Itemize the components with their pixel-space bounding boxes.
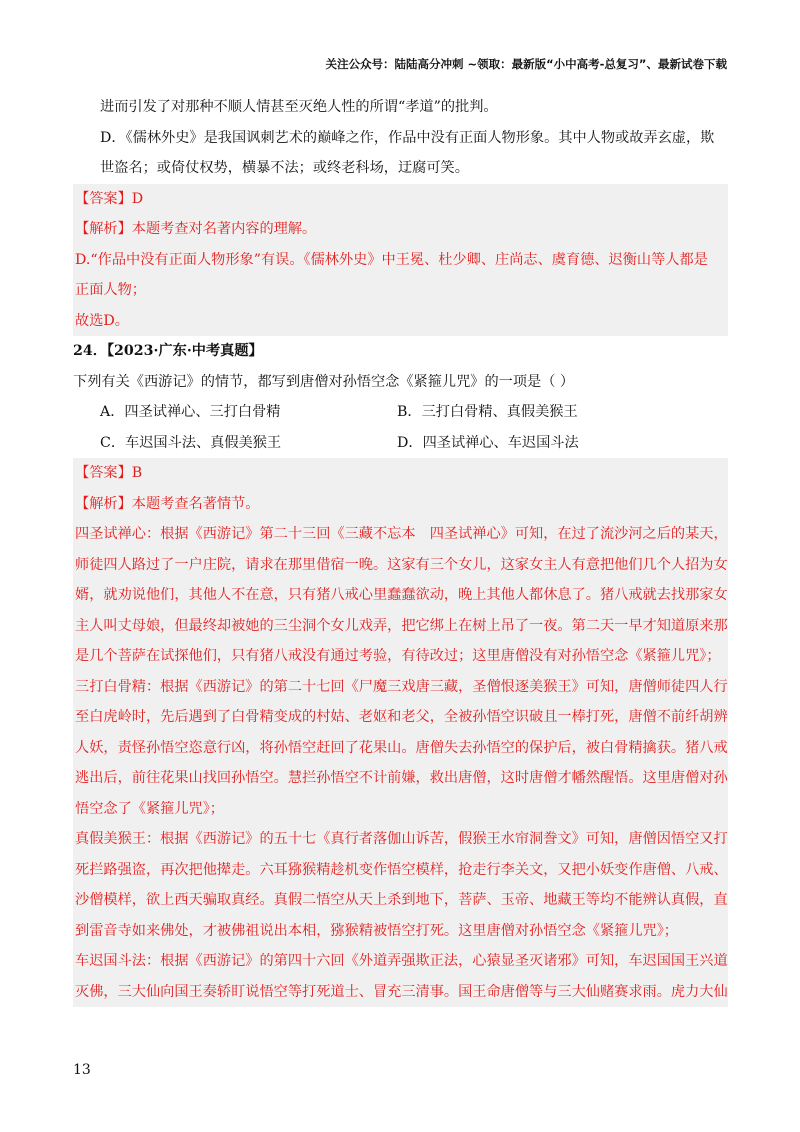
analysis-text: 师徒四人路过了一户庄院，请求在那里借宿一晚。这家有三个女儿，这家女主人有意把他们几个人招为女 [75, 556, 728, 573]
option-c-continuation: 进而引发了对那种不顺人情甚至灭绝人性的所谓“孝道”的批判。 [100, 99, 498, 115]
answer-line [75, 458, 728, 489]
option-a: A．四圣试禅心、三打白骨精 [100, 404, 281, 420]
analysis-text: 灭佛，三大仙向国王奏轿盯说悟空等打死道士、冒充三清事。国王命唐僧等与三大仙赌赛求雨。虎力大仙 [75, 983, 728, 1000]
question-number: 24． [73, 343, 107, 359]
answer-tag: 【答案】 [75, 465, 132, 481]
page-header: 关注公众号：陆陆高分冲刺 ~领取：最新版“小中高考-总复习”、最新试卷下载 [325, 57, 727, 71]
analysis-line [75, 489, 728, 520]
analysis-text: 四圣试禅心：根据《西游记》第二十三回《三藏不忘本 四圣试禅心》可知，在过了流沙河之后的某天， [75, 526, 728, 542]
analysis-text: 主人叫丈母娘，但最终却被她的三尘洞个女儿戏弄，把它绑上在树上吊了一夜。第二天一早才知道原来那 [75, 617, 728, 634]
analysis-text: D.“作品中没有正面人物形象”有误。《儒林外史》中王冕、杜少卿、庄尚志、虞育德、迟衡山等人都是 [75, 251, 708, 268]
q24-answer-block [73, 458, 728, 1007]
analysis-text: 至白虎岭时，先后遇到了白骨精变成的村姑、老妪和老父，全被孙悟空识破且一棒打死，唐僧不前纤胡辨 [75, 709, 728, 725]
option-d-line-1: D．《儒林外史》是我国讽刺艺术的巅峰之作，作品中没有正面人物形象。其中人物或故弄玄虚，欺 [100, 129, 715, 146]
q24-title [73, 336, 728, 367]
option-b: B．三打白骨精、真假美猴王 [397, 404, 578, 420]
page-content [73, 92, 728, 1007]
analysis-tag: 【解析】 [75, 221, 132, 237]
options-row-1 [73, 397, 728, 428]
option-d: D．四圣试禅心、车迟国斗法 [397, 434, 579, 451]
analysis-text: 悟空念了《紧箍儿咒》； [75, 800, 224, 817]
analysis-text: 人妖，责怪孙悟空恣意行凶，将孙悟空赶回了花果山。唐僧失去孙悟空的保护后，被白骨精擒获。猪八戒 [75, 739, 728, 756]
analysis-text: 死拦路强盗，再次把他撵走。六耳猕猴精趁机变作悟空模样，抢走行李关文，又把小妖变作唐僧、八戒、 [75, 861, 728, 878]
answer-value: B [131, 465, 143, 481]
question-stem: 下列有关《西游记》的情节，都写到唐僧对孙悟空念《紧箍儿咒》的一项是（ ） [73, 373, 575, 390]
analysis-text: 三打白骨精：根据《西游记》的第二十七回《尸魔三戏唐三藏，圣僧恨逐美猴王》可知，唐僧师徒四人行 [75, 678, 728, 695]
analysis-text: 婿，就劝说他们，其他人不在意，只有猪八戒心里蠢蠢欲动，晚上其他人都休息了。猪八戒就去找那家女 [75, 587, 728, 603]
analysis-line [75, 214, 728, 245]
analysis-tag: 【解析】 [75, 495, 132, 512]
question-source: 【2023·广东·中考真题】 [106, 343, 263, 359]
analysis-text: 正面人物； [75, 282, 146, 298]
analysis-intro: 本题考查对名著内容的理解。 [131, 221, 317, 237]
analysis-text: 车迟国斗法：根据《西游记》的第四十六回《外道弄强欺正法，心猿显圣灭诸邪》可知，车迟国国王兴道 [75, 953, 728, 969]
analysis-text: 故选D。 [75, 312, 129, 329]
answer-value: D [131, 190, 144, 207]
analysis-text: 沙僧模样，欲上西天骗取真经。真假二悟空从天上杀到地下，菩萨、玉帝、地藏王等均不能辨认真假，直 [75, 892, 728, 908]
q23-answer-block [73, 184, 728, 337]
options-row-2 [73, 428, 728, 459]
answer-tag: 【答案】 [75, 190, 132, 207]
analysis-intro: 本题考查名著情节。 [131, 495, 260, 512]
analysis-text: 逃出后，前往花果山找回孙悟空。慧拦孙悟空不计前嫌，救出唐僧，这时唐僧才幡然醒悟。这里唐僧对孙 [75, 770, 728, 786]
analysis-text: 到雷音寺如来佛处，才被佛祖说出本相，猕猴精被悟空打死。这里唐僧对孙悟空念《紧箍儿咒》； [75, 922, 678, 939]
answer-line [75, 184, 728, 215]
option-c: C．车迟国斗法、真假美猴王 [100, 434, 282, 451]
analysis-text: 真假美猴王：根据《西游记》的五十七《真行者落伽山诉苦，假猴王水帘洞誊文》可知，唐僧因悟空又打 [75, 831, 728, 847]
analysis-text: 是几个菩萨在试探他们，只有猪八戒没有通过考验，有待改过；这里唐僧没有对孙悟空念《紧箍儿咒》； [75, 648, 721, 664]
option-d-line-2: 世盗名；或倚仗权势，横暴不法；或终老科场，迂腐可笑。 [100, 160, 469, 176]
page-number: 13 [73, 1062, 91, 1078]
